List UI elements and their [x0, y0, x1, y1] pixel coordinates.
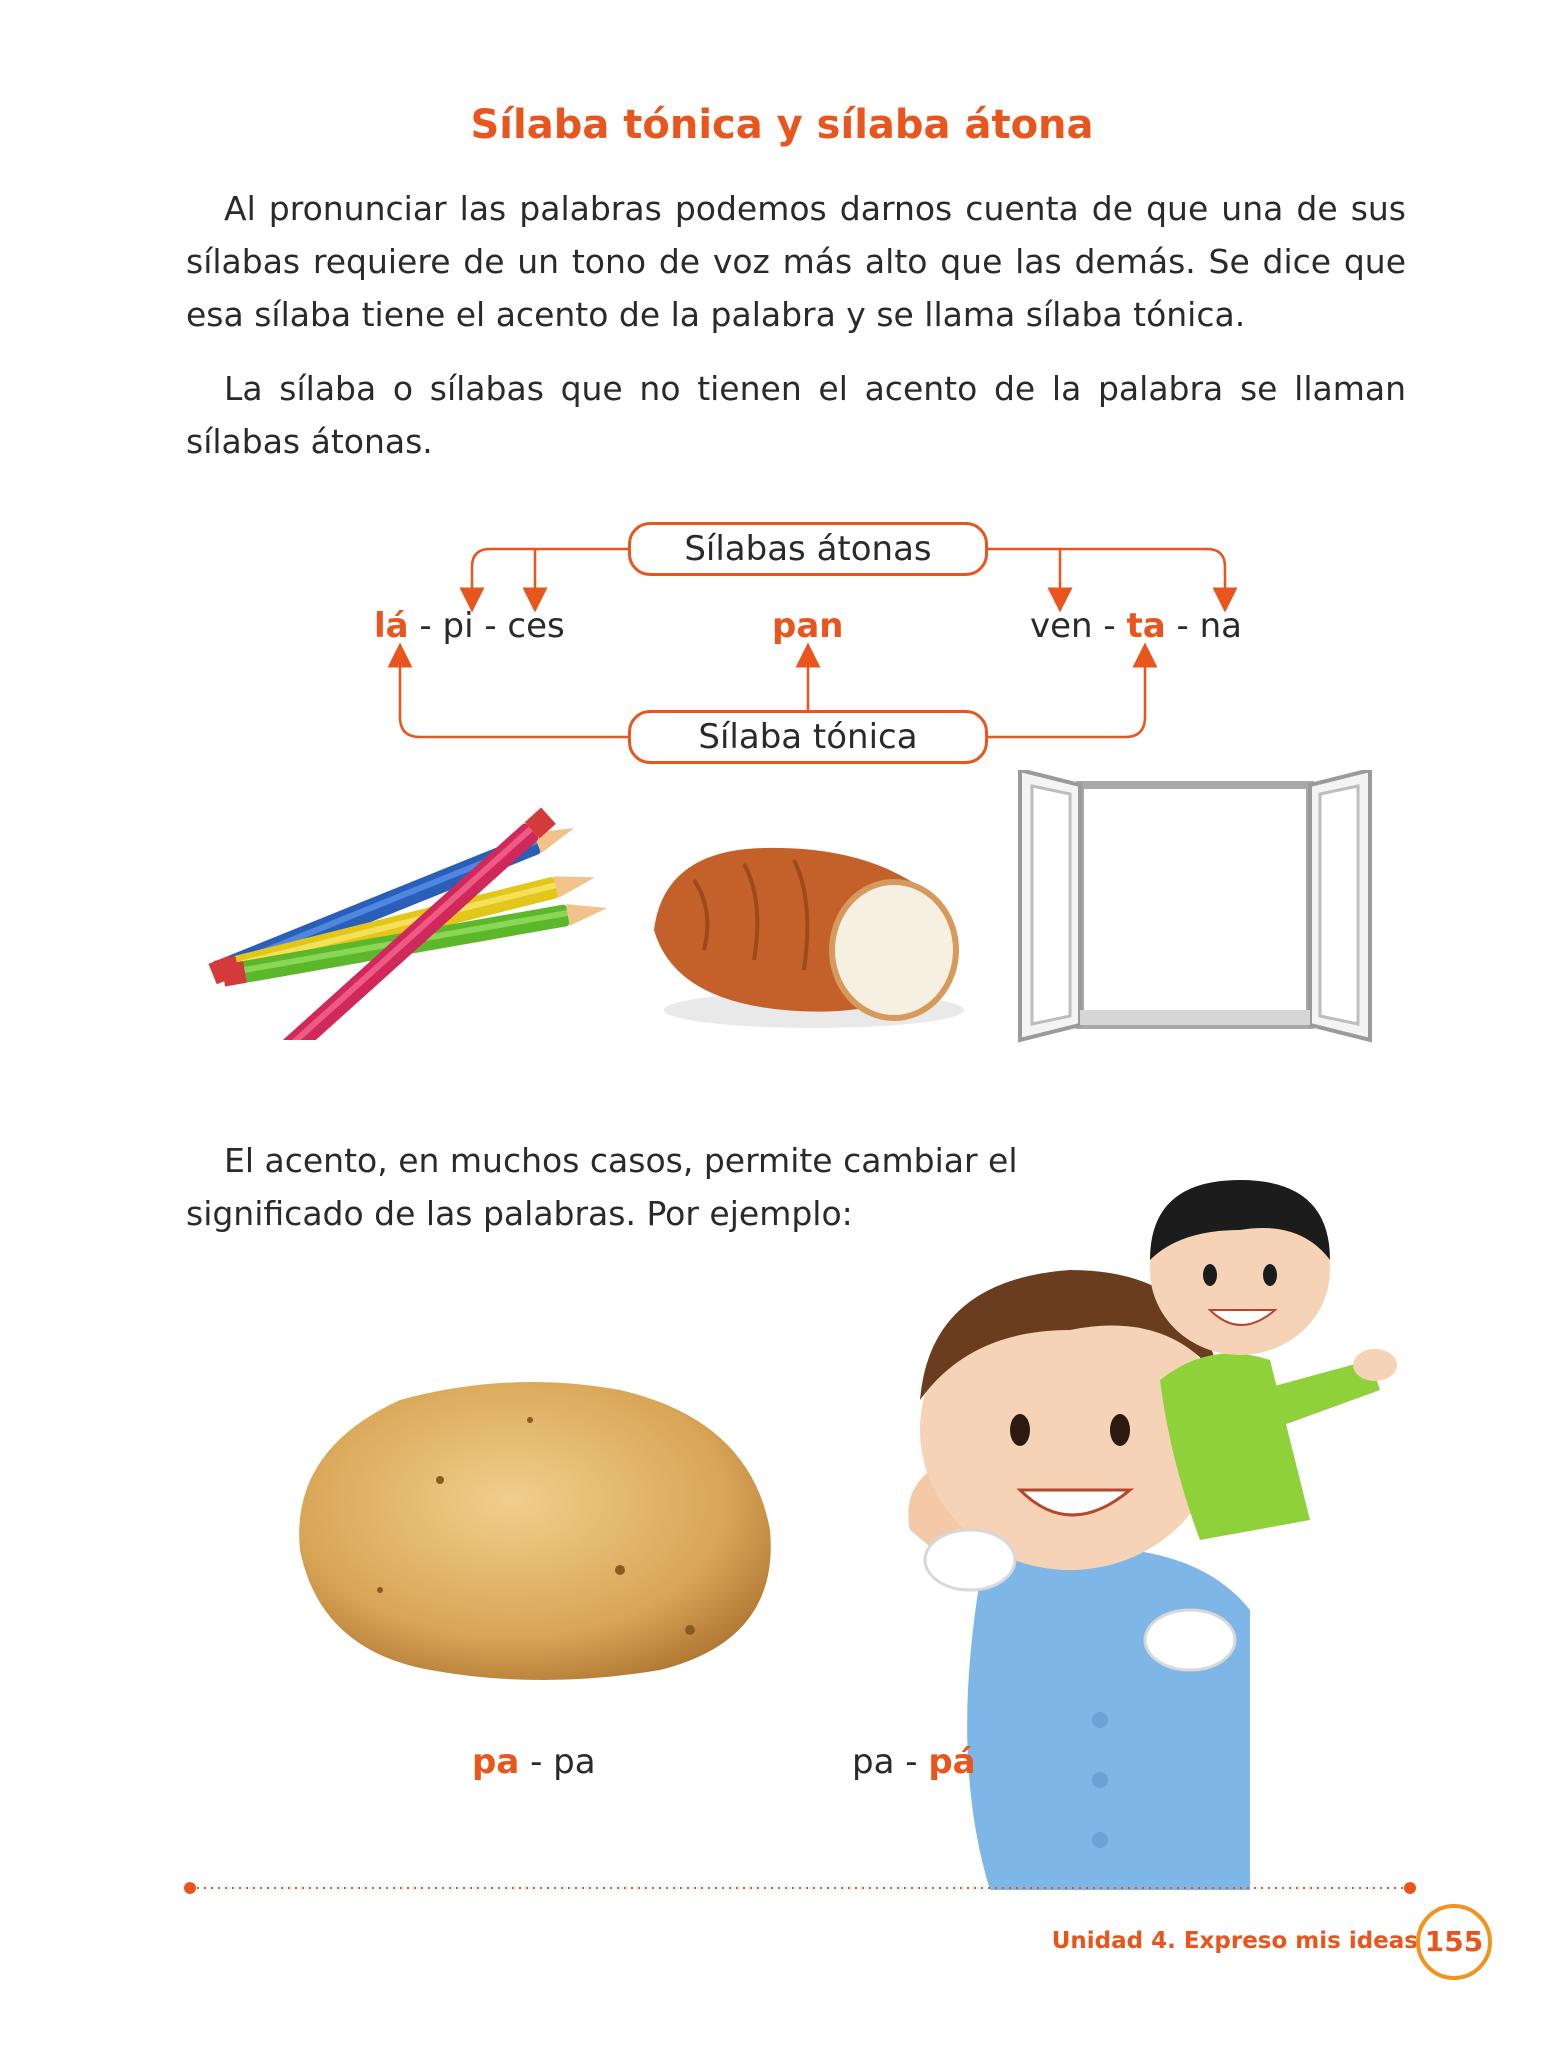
word-lapices: lá - pi - ces — [374, 606, 565, 646]
label-silabas-atonas: Sílabas átonas — [628, 522, 988, 576]
label-silaba-tonica: Sílaba tónica — [628, 710, 988, 764]
dotted-divider — [180, 1880, 1420, 1896]
word-papa: pa - pa — [472, 1742, 596, 1782]
paragraph-significado: El acento, en muchos casos, permite cambiar el significado de las palabras. Por ejemplo: — [186, 1141, 1018, 1233]
word-ventana: ven - ta - na — [1030, 606, 1242, 646]
window-image — [1010, 770, 1380, 1045]
bread-image — [634, 820, 974, 1040]
pencils-image — [200, 780, 640, 1040]
syllable-tonic: pa — [472, 1742, 520, 1782]
potato-image — [280, 1370, 780, 1690]
page-number: 155 — [1416, 1904, 1492, 1980]
word-papa-acento: pa - pá — [852, 1742, 976, 1782]
paragraph-atonas: La sílaba o sílabas que no tienen el acento de la palabra se llaman sílabas átonas. — [186, 369, 1406, 461]
unit-label: Unidad 4. Expreso mis ideas — [1051, 1928, 1418, 1954]
syllable-tonic: pan — [772, 606, 844, 646]
syllable-tonic: lá — [374, 606, 409, 646]
syllable-tonic: pá — [928, 1742, 976, 1782]
paragraph-intro: Al pronunciar las palabras podemos darnos cuenta de que una de sus sílabas requiere de un tono de voz más alto que las demás. Se dice que esa sílaba tiene el acento de la palabra y se llama sílaba tónica. — [186, 189, 1406, 334]
word-pan — [772, 606, 844, 646]
page-title: Sílaba tónica y sílaba átona — [470, 102, 1094, 148]
syllable-tonic: ta — [1126, 606, 1166, 646]
